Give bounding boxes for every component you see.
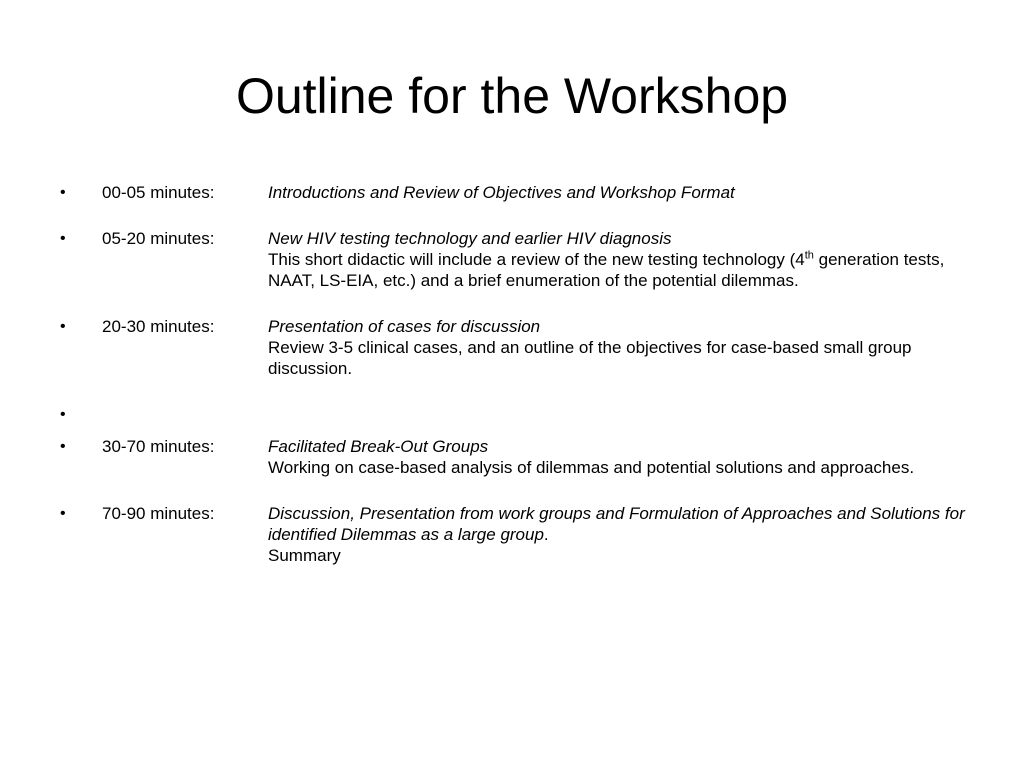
agenda-time: 05-20 minutes: (102, 229, 215, 248)
agenda-list (58, 182, 988, 566)
bullet-icon: • (60, 184, 66, 201)
agenda-heading: Presentation of cases for discussion (268, 317, 541, 336)
agenda-item-empty (58, 404, 988, 425)
heading-punctuation: . (543, 525, 549, 544)
agenda-time: 70-90 minutes: (102, 504, 215, 523)
agenda-item-1 (58, 182, 988, 203)
agenda-item-4 (58, 436, 988, 478)
agenda-description: Summary (268, 546, 341, 565)
agenda-description: Review 3-5 clinical cases, and an outline of the objectives for case-based small group discussion. (268, 338, 912, 378)
agenda-item-2 (58, 228, 988, 291)
bullet-icon: • (60, 406, 66, 423)
agenda-heading: Introductions and Review of Objectives and Workshop Format (268, 183, 735, 202)
agenda-item-5 (58, 503, 988, 566)
description-text: generation tests, NAAT, LS-EIA, etc.) and a brief enumeration of the potential dilemmas. (268, 250, 945, 290)
agenda-content (268, 436, 978, 478)
superscript-text: th (804, 249, 814, 262)
agenda-item-3 (58, 316, 988, 379)
agenda-description (268, 249, 978, 291)
agenda-heading: New HIV testing technology and earlier HIV diagnosis (268, 229, 672, 248)
bullet-icon: • (60, 318, 66, 335)
description-text: This short didactic will include a review of the new testing technology (4 (268, 250, 805, 269)
agenda-time: 20-30 minutes: (102, 317, 215, 336)
bullet-icon: • (60, 230, 66, 247)
agenda-content (268, 316, 978, 379)
agenda-heading: Facilitated Break-Out Groups (268, 437, 489, 456)
slide-title: Outline for the Workshop (235, 68, 789, 124)
agenda-content (268, 228, 978, 291)
agenda-description: Working on case-based analysis of dilemmas and potential solutions and approaches. (268, 458, 915, 477)
bullet-icon: • (60, 505, 66, 522)
agenda-time: 30-70 minutes: (102, 437, 215, 456)
agenda-content (268, 503, 978, 566)
agenda-time: 00-05 minutes: (102, 183, 215, 202)
heading-text: Discussion, Presentation from work groups and Formulation of Approaches and Solutions for identified Dilemmas as a large group (268, 504, 965, 544)
agenda-heading (268, 503, 978, 545)
bullet-icon: • (60, 438, 66, 455)
agenda-content (268, 182, 978, 203)
